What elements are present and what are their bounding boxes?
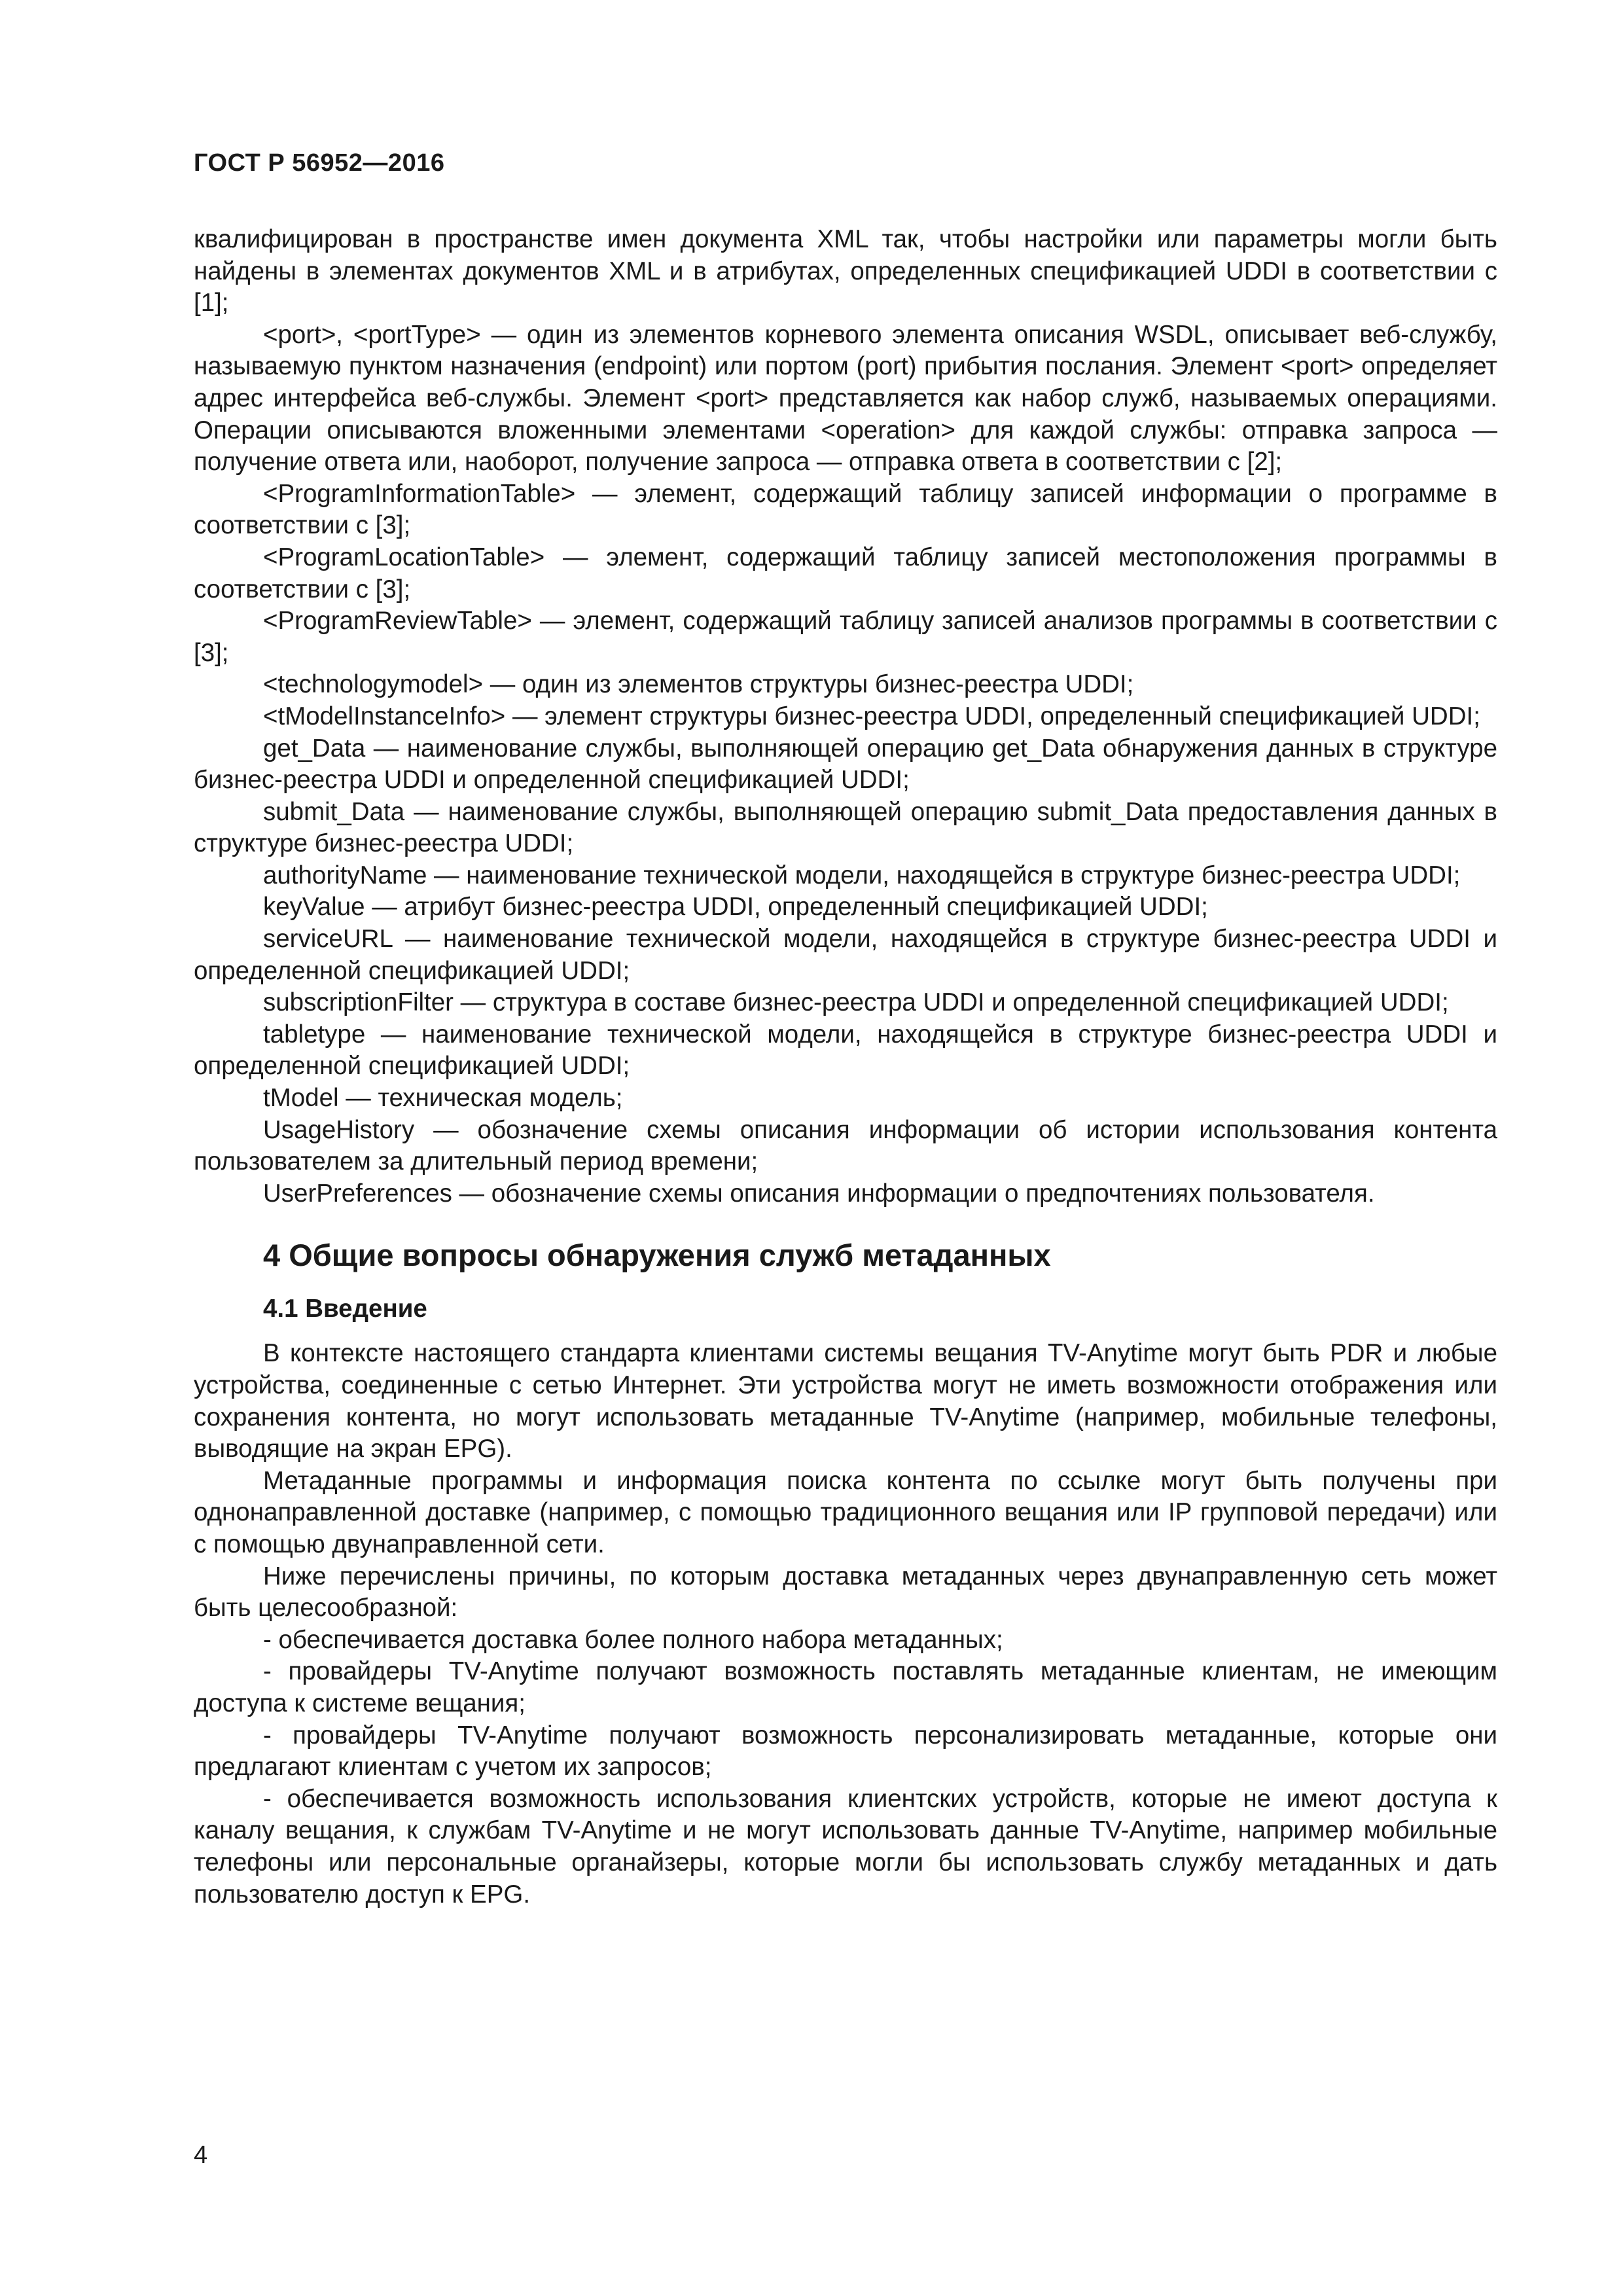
- list-item: - обеспечивается возможность использования клиентских устройств, которые не имеют доступа к каналу вещания, к службам TV-Anytime и не могут использовать данные TV-Anytime, например мобильные телефоны или персональные органайзеры, которые могли бы использовать службу метаданных и дать пользователю доступ к EPG.: [194, 1784, 1497, 1909]
- definition-submit-data: submit_Data — наименование службы, выполняющей операцию submit_Data предоставления данных в структуре бизнес-реестра UDDI;: [194, 797, 1497, 858]
- definition-technologymodel: <technologymodel> — один из элементов структуры бизнес-реестра UDDI;: [263, 670, 1134, 699]
- definition-program-information-table: <ProgramInformationTable> — элемент, содержащий таблицу записей информации о программе в соответствии с [3];: [194, 479, 1497, 540]
- intro-paragraph: В контексте настоящего стандарта клиентами системы вещания TV-Anytime могут быть PDR и любые устройства, соединенные с сетью Интернет. Эти устройства могут не иметь возможности отображения или сохранения контента, но могут использовать метаданные TV-Anytime (например, мобильные телефоны, выводящие на экран EPG).: [194, 1339, 1497, 1463]
- definition-program-review-table: <ProgramReviewTable> — элемент, содержащий таблицу записей анализов программы в соответствии с [3];: [194, 607, 1497, 667]
- definition-service-url: serviceURL — наименование технической модели, находящейся в структуре бизнес-реестра UDDI и определенной спецификацией UDDI;: [194, 925, 1497, 985]
- definition-continuation: квалифицирован в пространстве имен документа XML так, чтобы настройки или параметры могли быть найдены в элементах документов XML и в атрибутах, определенных спецификацией UDDI в соответствии с [1];: [194, 225, 1497, 317]
- definition-user-preferences: UserPreferences — обозначение схемы описания информации о предпочтениях пользователя.: [263, 1179, 1375, 1208]
- reasons-paragraph: Ниже перечислены причины, по которым доставка метаданных через двунаправленную сеть может быть целесообразной:: [194, 1562, 1497, 1623]
- definition-get-data: get_Data — наименование службы, выполняющей операцию get_Data обнаружения данных в структуре бизнес-реестра UDDI и определенной спецификацией UDDI;: [194, 734, 1497, 795]
- page-body: [194, 224, 1497, 1910]
- subsection-heading: 4.1 Введение: [263, 1295, 427, 1323]
- definition-tabletype: tabletype — наименование технической модели, находящейся в структуре бизнес-реестра UDDI и определенной спецификацией UDDI;: [194, 1020, 1497, 1081]
- definition-tmodel-instance-info: <tModelInstanceInfo> — элемент структуры бизнес-реестра UDDI, определенный спецификацией UDDI;: [263, 702, 1480, 730]
- page-number: 4: [194, 2142, 208, 2169]
- definition-program-location-table: <ProgramLocationTable> — элемент, содержащий таблицу записей местоположения программы в соответствии с [3];: [194, 543, 1497, 603]
- definition-port: <port>, <portType> — один из элементов корневого элемента описания WSDL, описывает веб-службу, называемую пунктом назначения (endpoint) или портом (port) прибытия послания. Элемент <port> определяет адрес интерфейса веб-службы. Элемент <port> представляется как набор служб, называемых операциями. Операции описываются вложенными элементами <operation> для каждой службы: отправка запроса — получение ответа или, наоборот, получение запроса — отправка ответа в соответствии с [2];: [194, 320, 1497, 476]
- list-item: - обеспечивается доставка более полного набора метаданных;: [263, 1625, 1003, 1654]
- definition-subscription-filter: subscriptionFilter — структура в составе бизнес-реестра UDDI и определенной спецификацией UDDI;: [263, 988, 1449, 1017]
- section-heading: 4 Общие вопросы обнаружения служб метаданных: [263, 1238, 1051, 1273]
- document-code-header: ГОСТ Р 56952—2016: [194, 149, 445, 177]
- delivery-paragraph: Метаданные программы и информация поиска контента по ссылке могут быть получены при однонаправленной доставке (например, с помощью традиционного вещания или IP групповой передачи) или с помощью двунаправленной сети.: [194, 1466, 1497, 1558]
- definition-authority-name: authorityName — наименование технической модели, находящейся в структуре бизнес-реестра UDDI;: [263, 861, 1461, 889]
- definition-tmodel: tModel — техническая модель;: [263, 1084, 623, 1113]
- definition-key-value: keyValue — атрибут бизнес-реестра UDDI, определенный спецификацией UDDI;: [263, 893, 1208, 922]
- definition-usage-history: UsageHistory — обозначение схемы описания информации об истории использования контента пользователем за длительный период времени;: [194, 1115, 1497, 1176]
- list-item: - провайдеры TV-Anytime получают возможность персонализировать метаданные, которые они предлагают клиентам с учетом их запросов;: [194, 1721, 1497, 1782]
- list-item: - провайдеры TV-Anytime получают возможность поставлять метаданные клиентам, не имеющим доступа к системе вещания;: [194, 1657, 1497, 1717]
